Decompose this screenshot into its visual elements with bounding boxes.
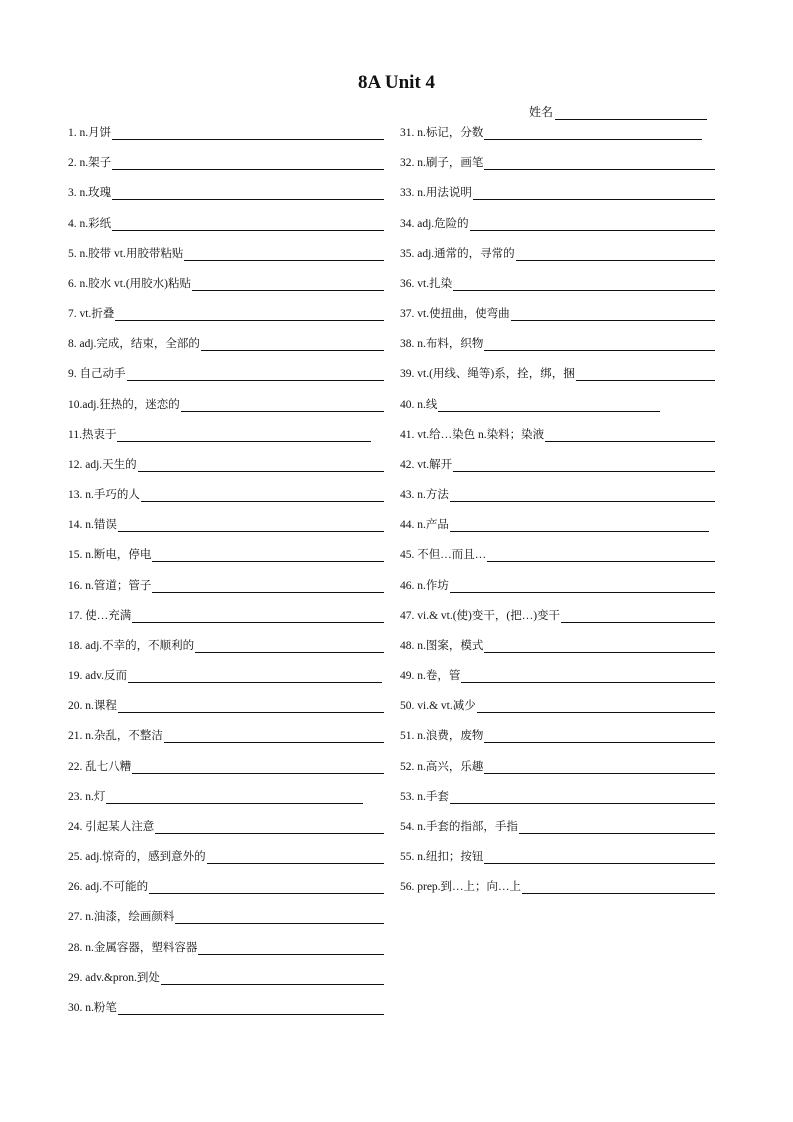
vocab-prompt: 1. n.月饼	[68, 127, 112, 139]
vocab-prompt: 14. n.错误	[68, 519, 117, 532]
vocab-item	[68, 486, 384, 502]
vocab-prompt: 56. prep.到…上；向…上	[400, 881, 522, 894]
answer-blank[interactable]	[453, 276, 715, 291]
answer-blank[interactable]	[152, 578, 384, 593]
vocab-item	[68, 758, 384, 774]
vocab-prompt: 33. n.用法说明	[400, 187, 472, 200]
name-field-row	[529, 103, 707, 120]
vocab-item	[68, 818, 384, 834]
vocab-item	[68, 365, 384, 381]
vocab-prompt: 10.adj.狂热的，迷恋的	[68, 398, 180, 411]
vocab-item	[400, 396, 660, 412]
vocab-prompt: 39. vt.(用线、绳等)系，拴，绑，捆	[400, 368, 575, 381]
vocab-item	[400, 456, 715, 472]
vocab-prompt: 36. vt.扎染	[400, 277, 453, 290]
vocab-item	[400, 758, 715, 774]
answer-blank[interactable]	[149, 879, 384, 894]
vocab-item	[400, 335, 715, 351]
answer-blank[interactable]	[192, 276, 384, 291]
vocab-prompt: 12. adj.天生的	[68, 458, 137, 471]
vocab-prompt: 16. n.管道；管子	[68, 579, 152, 592]
vocab-item	[68, 878, 384, 894]
answer-blank[interactable]	[181, 397, 384, 412]
answer-blank[interactable]	[576, 366, 715, 381]
vocab-item	[68, 848, 384, 864]
answer-blank[interactable]	[470, 216, 715, 231]
vocab-item	[68, 999, 384, 1015]
vocab-item	[400, 184, 715, 200]
vocab-item	[400, 426, 715, 442]
vocab-item	[68, 305, 384, 321]
vocab-prompt: 28. n.金属容器，塑料容器	[68, 941, 198, 954]
vocab-prompt: 43. n.方法	[400, 489, 449, 502]
answer-blank[interactable]	[112, 125, 384, 140]
vocab-prompt: 2. n.架子	[68, 157, 112, 170]
vocab-prompt: 55. n.纽扣；按钮	[400, 851, 484, 864]
vocab-item	[400, 697, 715, 713]
answer-blank[interactable]	[118, 517, 384, 532]
answer-blank[interactable]	[207, 849, 384, 864]
vocab-prompt: 32. n.刷子，画笔	[400, 157, 484, 170]
vocab-prompt: 40. n.线	[400, 398, 438, 411]
vocab-prompt: 35. adj.通常的，寻常的	[400, 247, 515, 260]
answer-blank[interactable]	[484, 125, 702, 140]
vocab-item	[400, 607, 715, 623]
vocab-prompt: 54. n.手套的指部，手指	[400, 820, 518, 833]
answer-blank[interactable]	[484, 728, 715, 743]
answer-blank[interactable]	[112, 216, 384, 231]
worksheet-title: 8A Unit 4	[357, 72, 436, 93]
answer-blank[interactable]	[128, 668, 382, 683]
answer-blank[interactable]	[164, 728, 384, 743]
vocab-prompt: 38. n.布料，织物	[400, 338, 484, 351]
vocab-prompt: 20. n.课程	[68, 700, 117, 713]
vocab-item	[400, 848, 715, 864]
vocab-item	[400, 727, 715, 743]
answer-blank[interactable]	[112, 185, 384, 200]
vocab-item	[68, 215, 384, 231]
answer-blank[interactable]	[545, 427, 715, 442]
vocab-prompt: 27. n.油漆，绘画颜料	[68, 911, 175, 924]
vocab-prompt: 29. adv.&pron.到处	[68, 971, 160, 984]
vocab-prompt: 50. vi.& vt.减少	[400, 700, 476, 713]
vocab-item	[68, 637, 384, 653]
vocab-item	[400, 124, 702, 140]
answer-blank[interactable]	[484, 155, 715, 170]
answer-blank[interactable]	[484, 849, 715, 864]
vocab-item	[68, 667, 382, 683]
vocab-item	[68, 727, 384, 743]
vocab-item	[68, 184, 384, 200]
answer-blank[interactable]	[519, 819, 715, 834]
vocab-prompt: 52. n.高兴，乐趣	[400, 760, 484, 773]
answer-blank[interactable]	[561, 608, 715, 623]
vocab-prompt: 26. adj.不可能的	[68, 881, 149, 894]
vocab-prompt: 18. adj.不幸的，不顺利的	[68, 639, 195, 652]
answer-blank[interactable]	[516, 246, 715, 261]
answer-blank[interactable]	[118, 1000, 384, 1015]
vocab-prompt: 51. n.浪费，废物	[400, 730, 484, 743]
vocab-prompt: 53. n.手套	[400, 790, 449, 803]
vocab-prompt: 44. n.产品	[400, 519, 449, 532]
vocab-prompt: 45. 不但…而且…	[400, 549, 487, 562]
answer-blank[interactable]	[487, 547, 715, 562]
vocab-prompt: 19. adv.反而	[68, 670, 127, 683]
answer-blank[interactable]	[511, 306, 715, 321]
answer-blank[interactable]	[473, 185, 715, 200]
answer-blank[interactable]	[450, 487, 715, 502]
vocab-item	[400, 365, 715, 381]
vocab-item	[68, 456, 384, 472]
vocab-item	[400, 516, 709, 532]
answer-blank[interactable]	[112, 155, 384, 170]
vocab-item	[400, 788, 715, 804]
answer-blank[interactable]	[453, 457, 715, 472]
vocab-prompt: 31. n.标记，分数	[400, 127, 484, 139]
vocab-prompt: 48. n.图案，模式	[400, 639, 484, 652]
vocab-prompt: 37. vt.使扭曲，使弯曲	[400, 308, 510, 321]
answer-blank[interactable]	[450, 789, 715, 804]
vocab-item	[400, 245, 715, 261]
answer-blank[interactable]	[450, 517, 709, 532]
answer-blank[interactable]	[141, 487, 384, 502]
answer-blank[interactable]	[461, 668, 715, 683]
vocab-prompt: 7. vt.折叠	[68, 308, 115, 321]
vocab-prompt: 24. 引起某人注意	[68, 820, 155, 833]
vocab-item	[68, 577, 384, 593]
vocab-prompt: 9. 自己动手	[68, 368, 126, 381]
vocab-prompt: 6. n.胶水 vt.(用胶水)粘贴	[68, 277, 191, 290]
answer-blank[interactable]	[484, 336, 715, 351]
vocab-prompt: 42. vt.解开	[400, 458, 453, 471]
vocab-item	[400, 154, 715, 170]
vocab-item	[68, 335, 384, 351]
vocab-prompt: 25. adj.惊奇的，感到意外的	[68, 851, 206, 864]
vocab-item	[68, 939, 384, 955]
vocab-item	[400, 275, 715, 291]
answer-blank[interactable]	[201, 336, 384, 351]
answer-blank[interactable]	[138, 457, 384, 472]
vocab-prompt: 41. vt.给…染色 n.染料；染液	[400, 428, 545, 441]
vocab-prompt: 23. n.灯	[68, 790, 106, 803]
name-label: 姓名	[529, 105, 554, 119]
vocab-item	[400, 215, 715, 231]
vocab-item	[400, 577, 715, 593]
vocab-prompt: 5. n.胶带 vt.用胶带粘贴	[68, 247, 184, 260]
vocab-item	[68, 426, 371, 442]
answer-blank[interactable]	[522, 879, 715, 894]
answer-blank[interactable]	[484, 638, 715, 653]
vocab-prompt: 4. n.彩纸	[68, 217, 112, 230]
vocab-item	[400, 305, 715, 321]
vocab-prompt: 46. n.作坊	[400, 579, 449, 592]
vocab-item	[68, 154, 384, 170]
answer-blank[interactable]	[438, 397, 660, 412]
vocab-item	[400, 637, 715, 653]
vocab-prompt: 34. adj.危险的	[400, 217, 469, 230]
answer-blank[interactable]	[184, 246, 384, 261]
answer-blank[interactable]	[118, 698, 384, 713]
vocab-prompt: 17. 使…充满	[68, 609, 132, 622]
vocab-item	[400, 667, 715, 683]
name-input-line[interactable]	[555, 105, 707, 120]
answer-blank[interactable]	[127, 366, 385, 381]
vocab-prompt: 11.热衷于	[68, 428, 117, 441]
vocab-item	[68, 908, 384, 924]
answer-blank[interactable]	[477, 698, 715, 713]
answer-blank[interactable]	[106, 789, 363, 804]
vocab-item	[68, 124, 384, 140]
vocab-item	[68, 396, 384, 412]
vocab-item	[400, 818, 715, 834]
answer-blank[interactable]	[450, 578, 715, 593]
vocab-prompt: 30. n.粉笔	[68, 1001, 117, 1014]
answer-blank[interactable]	[161, 970, 384, 985]
answer-blank[interactable]	[152, 547, 384, 562]
vocab-item	[68, 516, 384, 532]
answer-blank[interactable]	[484, 759, 715, 774]
vocab-prompt: 8. adj.完成，结束，全部的	[68, 338, 200, 351]
vocab-item	[68, 969, 384, 985]
answer-blank[interactable]	[195, 638, 384, 653]
vocab-item	[68, 546, 384, 562]
vocab-prompt: 15. n.断电，停电	[68, 549, 152, 562]
answer-blank[interactable]	[175, 909, 384, 924]
vocab-item	[400, 878, 715, 894]
vocab-prompt: 21. n.杂乱，不整洁	[68, 730, 163, 743]
vocab-item	[68, 275, 384, 291]
vocab-item	[400, 546, 715, 562]
vocab-prompt: 13. n.手巧的人	[68, 489, 140, 502]
vocab-item	[68, 697, 384, 713]
vocab-item	[68, 607, 384, 623]
answer-blank[interactable]	[117, 427, 371, 442]
vocab-item	[68, 788, 363, 804]
answer-blank[interactable]	[155, 819, 384, 834]
vocab-item	[400, 486, 715, 502]
vocab-prompt: 3. n.玫瑰	[68, 187, 112, 200]
answer-blank[interactable]	[132, 759, 384, 774]
vocab-prompt: 22. 乱七八糟	[68, 760, 132, 773]
answer-blank[interactable]	[132, 608, 384, 623]
vocab-prompt: 49. n.卷，管	[400, 670, 461, 683]
vocab-item	[68, 245, 384, 261]
answer-blank[interactable]	[198, 940, 384, 955]
vocab-prompt: 47. vi.& vt.(使)变干，(把…)变干	[400, 609, 561, 622]
answer-blank[interactable]	[115, 306, 384, 321]
